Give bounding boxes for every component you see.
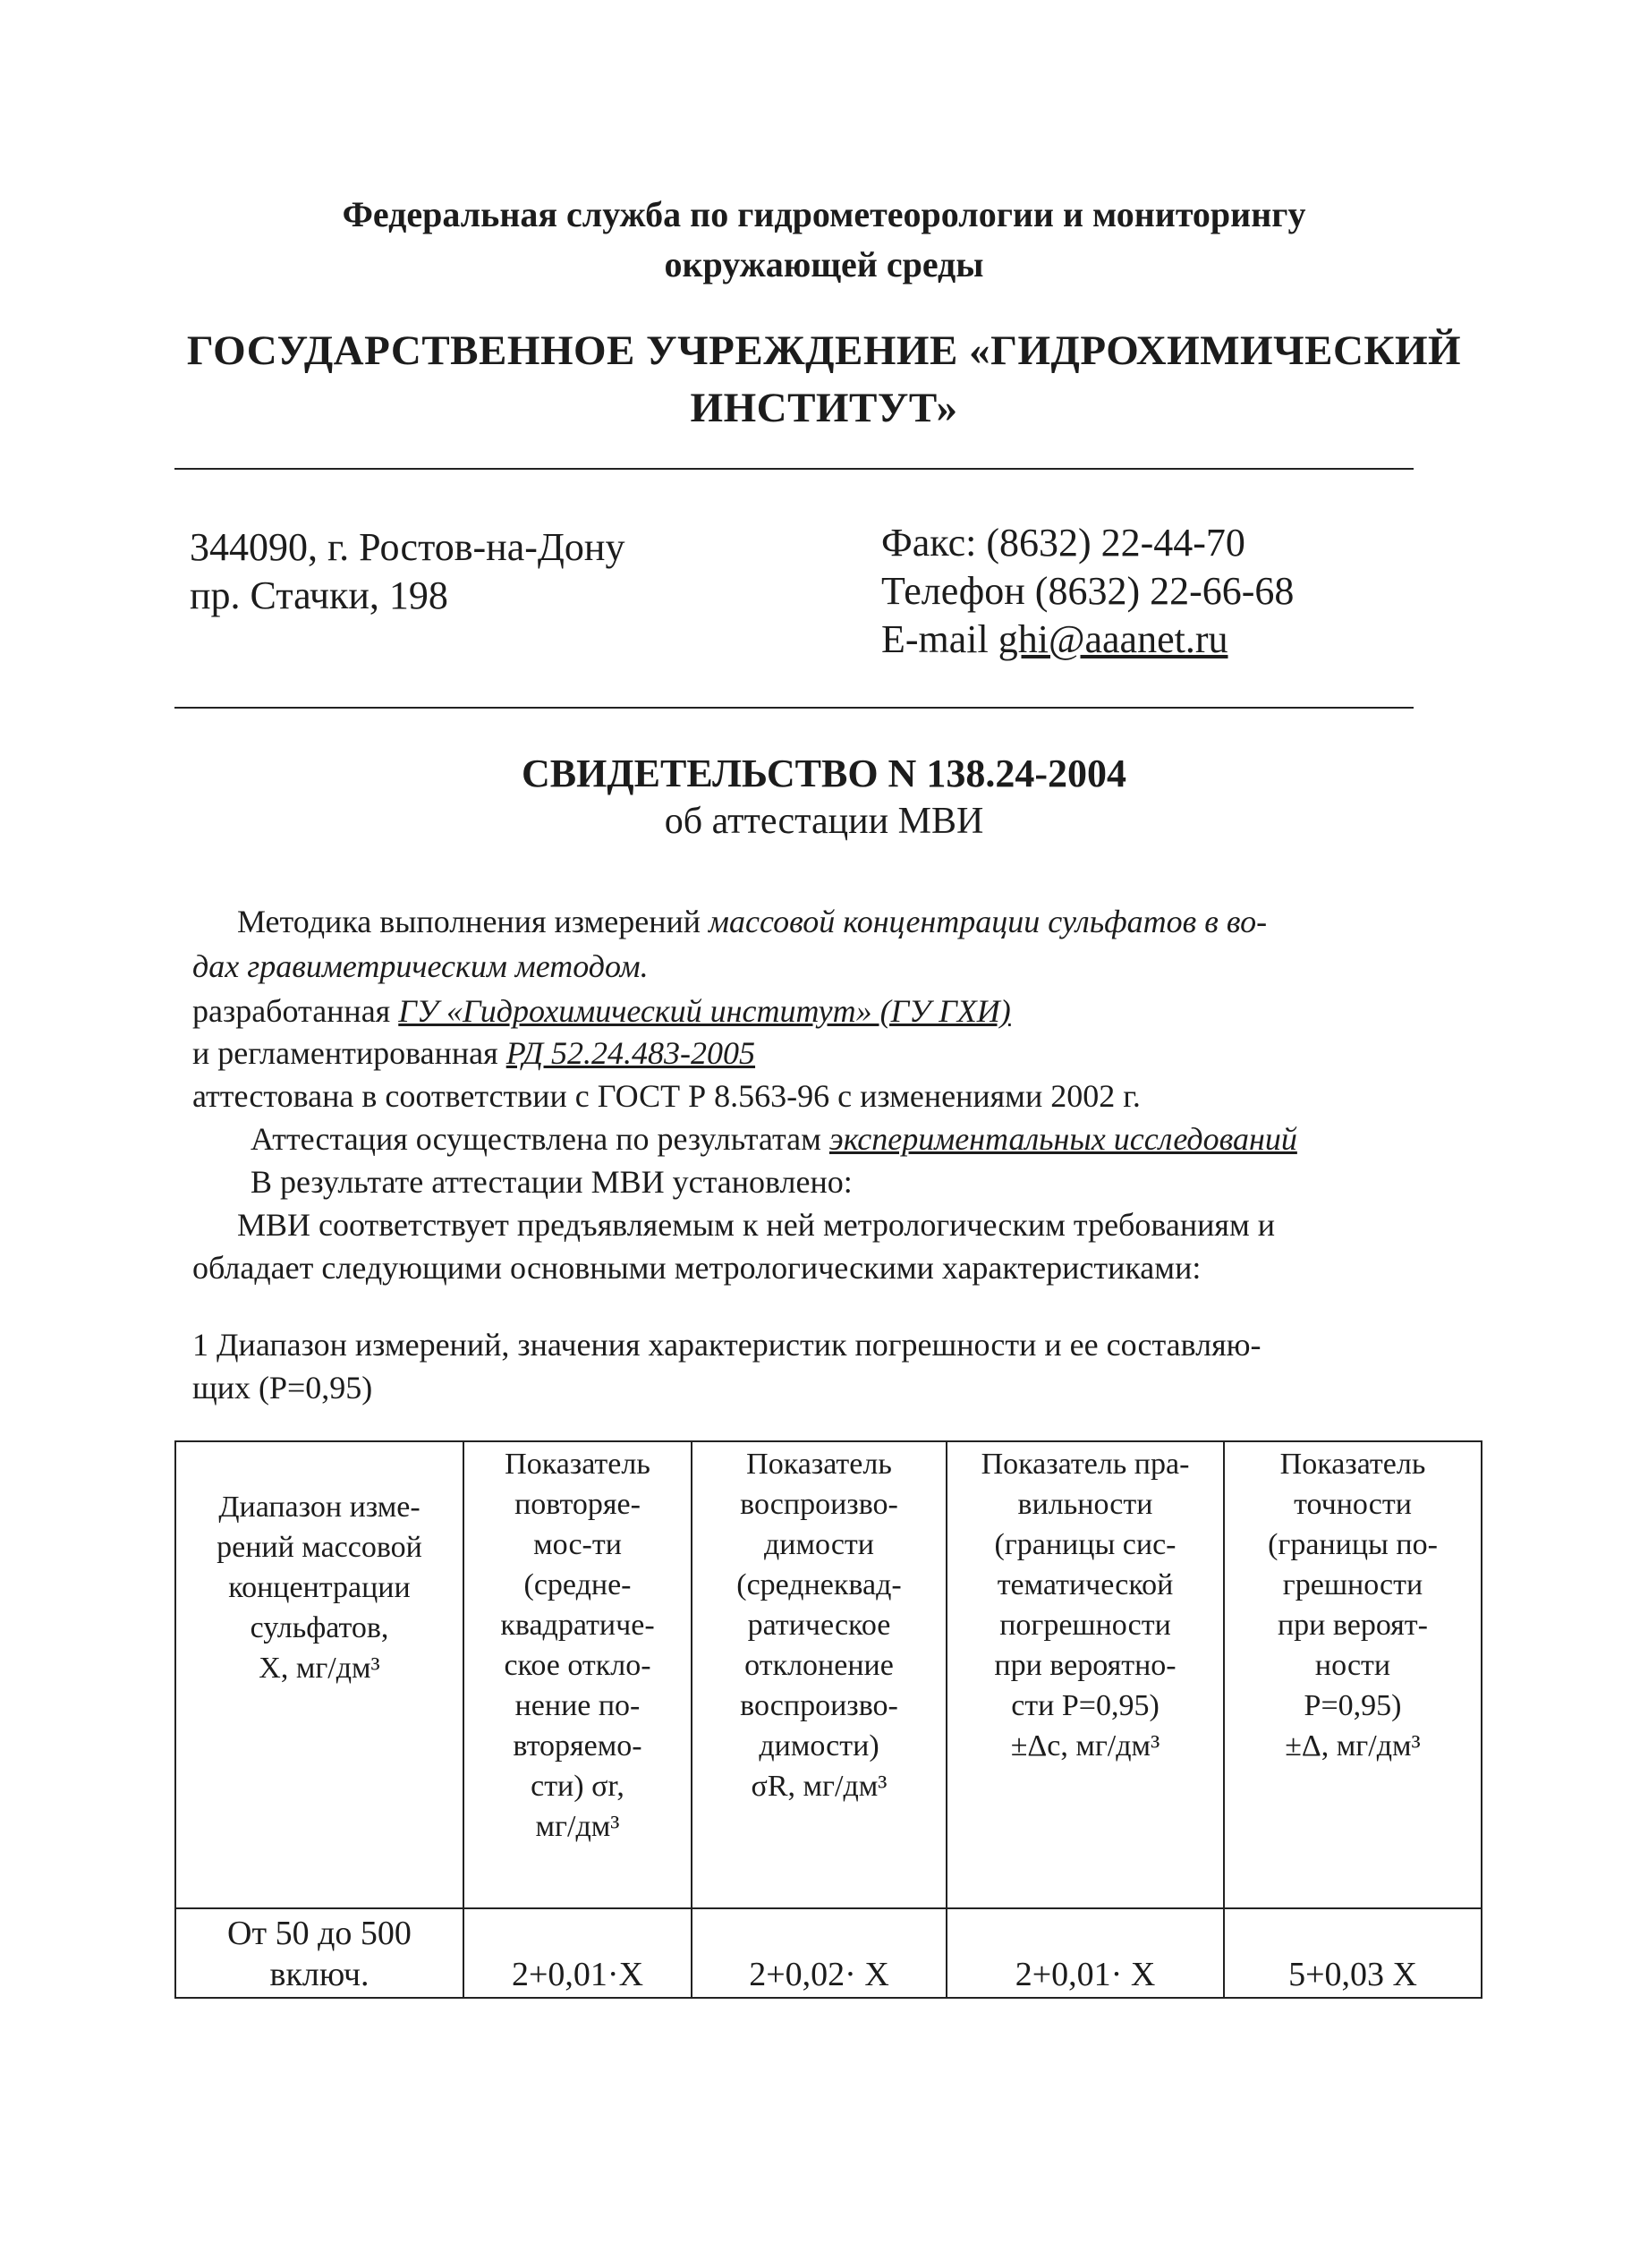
institute-line-1: ГОСУДАРСТВЕННОЕ УЧРЕЖДЕНИЕ «ГИДРОХИМИЧЕСКИЙ [186, 327, 1462, 374]
email-link[interactable]: ghi@aaanet.ru [998, 617, 1228, 661]
header-trueness-line: (границы сис- [994, 1528, 1177, 1561]
conform-line-2: обладает следующими основными метрологическими характеристиками: [192, 1250, 1202, 1286]
agency-name [0, 190, 1648, 290]
cell-repeatability: 2+0,01·X [463, 1908, 692, 1998]
developed-line [192, 989, 1011, 1033]
header-accuracy-line: точности [1294, 1488, 1412, 1521]
method-line-1 [237, 899, 1267, 944]
cell-range [175, 1908, 463, 1998]
header-trueness-line: ±Δc, мг/дм³ [1010, 1729, 1160, 1763]
header-trueness-line: погрешности [999, 1609, 1171, 1642]
developed-by: ГУ «Гидрохимический институт» (ГУ ГХИ) [398, 993, 1011, 1029]
contacts-block [881, 519, 1294, 664]
header-repeatability-line: повторяе- [514, 1488, 641, 1521]
regulated-line [192, 1031, 755, 1075]
header-reproducibility-line: (среднеквад- [736, 1568, 902, 1601]
header-accuracy [1224, 1441, 1482, 1908]
table-row [175, 1908, 1482, 1998]
address-block [190, 523, 624, 620]
result-line: В результате аттестации МВИ установлено: [251, 1164, 853, 1200]
header-accuracy-line: при вероят- [1277, 1609, 1428, 1642]
header-trueness [947, 1441, 1224, 1908]
address-line-1: 344090, г. Ростов-на-Дону [190, 525, 625, 569]
regulated-by: РД 52.24.483-2005 [505, 1035, 756, 1071]
header-repeatability-line: Показатель [505, 1448, 650, 1481]
cell-trueness: 2+0,01· X [947, 1908, 1224, 1998]
agency-line-1: Федеральная служба по гидрометеорологии и мониторингу [342, 194, 1306, 234]
header-reproducibility-line: димости [763, 1528, 874, 1561]
table-header-row [175, 1441, 1482, 1908]
header-repeatability-line: мос-ти [533, 1528, 622, 1561]
agency-line-2: окружающей среды [664, 244, 984, 285]
certificate-subtitle: об аттестации МВИ [664, 801, 984, 842]
header-reproducibility-line: σR, мг/дм³ [751, 1770, 888, 1803]
regulated-label: и регламентированная [192, 1035, 506, 1071]
method-name-1: массовой концентрации сульфатов в во- [709, 904, 1268, 939]
cell-accuracy: 5+0,03 X [1224, 1908, 1482, 1998]
method-name-2: дах гравиметрическим методом. [192, 948, 649, 984]
header-range-line: Диапазон изме- [218, 1491, 420, 1524]
cell-reproducibility: 2+0,02· X [692, 1908, 947, 1998]
header-range-line: X, мг/дм³ [259, 1652, 380, 1685]
header-range-line: сульфатов, [250, 1611, 389, 1644]
header-accuracy-line: (границы по- [1268, 1528, 1438, 1561]
header-trueness-line: Показатель пра- [981, 1448, 1190, 1481]
certified-line: аттестована в соответствии с ГОСТ Р 8.563-96 с изменениями 2002 г. [192, 1078, 1141, 1114]
header-repeatability-line: мг/дм³ [535, 1810, 620, 1843]
institute-line-2: ИНСТИТУТ» [690, 385, 958, 431]
header-repeatability-line: квадратиче- [500, 1609, 655, 1642]
header-range [175, 1441, 463, 1908]
fax-line: Факс: (8632) 22-44-70 [881, 521, 1245, 565]
header-repeatability-line: (средне- [523, 1568, 632, 1601]
metrology-table [174, 1440, 1482, 1999]
institute-name [0, 322, 1648, 437]
phone-line: Телефон (8632) 22-66-68 [881, 569, 1295, 613]
header-repeatability-line: сти) σr, [531, 1770, 624, 1803]
method-prefix: Методика выполнения измерений [237, 904, 709, 939]
header-trueness-line: при вероятно- [994, 1649, 1177, 1682]
header-repeatability-line: ское откло- [504, 1649, 651, 1682]
address-line-2: пр. Стачки, 198 [190, 573, 448, 617]
header-range-line: концентрации [228, 1571, 411, 1604]
header-accuracy-line: грешности [1282, 1568, 1423, 1601]
header-accuracy-line: Р=0,95) [1304, 1689, 1402, 1722]
header-trueness-line: вильности [1017, 1488, 1153, 1521]
header-repeatability [463, 1441, 692, 1908]
divider-bottom [174, 707, 1414, 709]
header-reproducibility-line: отклонение [744, 1649, 894, 1682]
header-range-line: рений массовой [217, 1531, 422, 1564]
divider-top [174, 468, 1414, 470]
basis-line [251, 1117, 1297, 1161]
section-1-line-1: 1 Диапазон измерений, значения характеристик погрешности и ее составляю- [192, 1327, 1261, 1363]
header-reproducibility-line: ратическое [747, 1609, 891, 1642]
basis-label: Аттестация осуществлена по результатам [251, 1121, 829, 1157]
basis-value: экспериментальных исследований [828, 1121, 1297, 1157]
email-label: E-mail [881, 617, 998, 661]
email-line [881, 616, 1294, 664]
header-trueness-line: тематической [997, 1568, 1174, 1601]
header-reproducibility-line: Показатель [746, 1448, 892, 1481]
cell-range-line-1: От 50 до 500 [227, 1915, 412, 1952]
certificate-title: СВИДЕТЕЛЬСТВО N 138.24-2004 [522, 752, 1126, 795]
header-reproducibility-line: воспроизво- [740, 1488, 898, 1521]
header-accuracy-line: Показатель [1279, 1448, 1426, 1481]
cell-range-line-2: включ. [269, 1956, 370, 1993]
header-reproducibility-line: воспроизво- [740, 1689, 898, 1722]
header-accuracy-line: ности [1314, 1649, 1391, 1682]
header-trueness-line: сти Р=0,95) [1011, 1689, 1160, 1722]
header-reproducibility [692, 1441, 947, 1908]
header-repeatability-line: вторяемо- [513, 1729, 642, 1763]
header-repeatability-line: нение по- [514, 1689, 641, 1722]
section-1-line-2: щих (Р=0,95) [192, 1370, 373, 1406]
header-accuracy-line: ±Δ, мг/дм³ [1285, 1729, 1421, 1763]
header-reproducibility-line: димости) [759, 1729, 879, 1763]
conform-line-1: МВИ соответствует предъявляемым к ней метрологическим требованиям и [237, 1207, 1275, 1243]
developed-label: разработанная [192, 993, 399, 1029]
